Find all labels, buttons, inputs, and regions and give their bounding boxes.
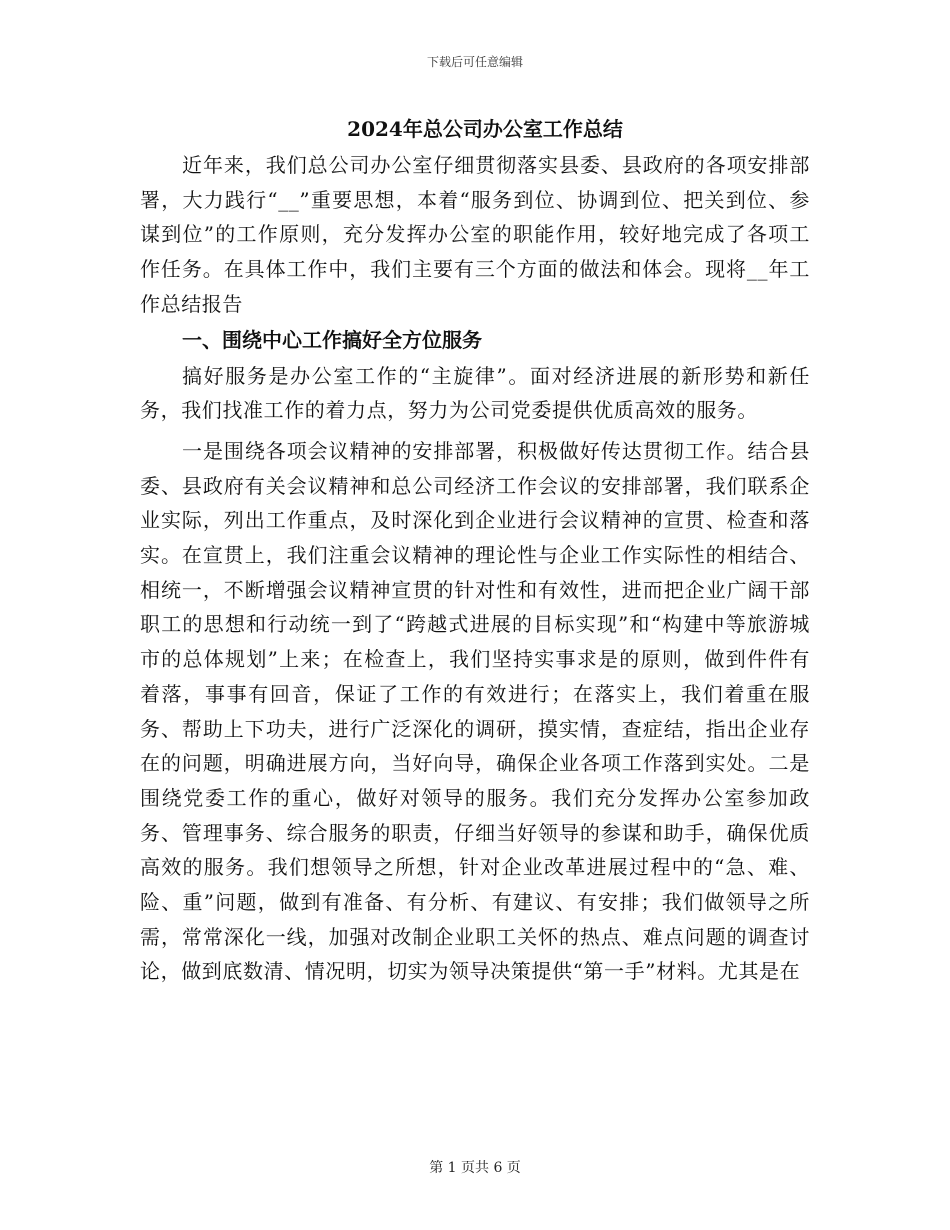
header-note: 下载后可任意编辑 [426,55,523,69]
section-1-paragraph-2: 一是围绕各项会议精神的安排部署，积极做好传达贯彻工作。结合县委、县政府有关会议精神和总公司经济工作会议的安排部署，我们联系企业实际，列出工作重点，及时深化到企业进行会议精神的宣贯、检查和落实。在宣贯上，我们注重会议精神的理论性与企业工作实际性的相结合、相统一，不断增强会议精神宣贯的针对性和有效性，进而把企业广阔干部职工的思想和行动统一到了“跨越式进展的目标实现”和“构建中等旅游城市的总体规划”上来；在检查上，我们坚持实事求是的原则，做到件件有着落，事事有回音，保证了工作的有效进行；在落实上，我们着重在服务、帮助上下功夫，进行广泛深化的调研，摸实情，查症结，指出企业存在的问题，明确进展方向，当好向导，确保企业各项工作落到实处。二是围绕党委工作的重心，做好对领导的服务。我们充分发挥办公室参加政务、管理事务、综合服务的职责，仔细当好领导的参谋和助手，确保优质高效的服务。我们想领导之所想，针对企业改革进展过程中的“急、难、险、重”问题，做到有准备、有分析、有建议、有安排；我们做领导之所需，常常深化一线，加强对改制企业职工关怀的热点、难点问题的调查讨论，做到底数清、情况明，切实为领导决策提供“第一手”材料。尤其是在 [140,438,810,984]
intro-paragraph: 近年来，我们总公司办公室仔细贯彻落实县委、县政府的各项安排部署，大力践行“__”重要思想，本着“服务到位、协调到位、把关到位、参谋到位”的工作原则，充分发挥办公室的职能作用，较好地完成了各项工作任务。在具体工作中，我们主要有三个方面的做法和体会。现将__年工作总结报告 [140,153,810,316]
page-footer: 第 1 页共 6 页 [429,1160,521,1176]
section-1-heading: 一、围绕中心工作搞好全方位服务 [182,327,482,352]
section-1-paragraph-1: 搞好服务是办公室工作的“主旋律”。面对经济进展的新形势和新任务，我们找准工作的着力点，努力为公司党委提供优质高效的服务。 [140,363,810,423]
document-body [140,110,810,989]
document-title: 2024年总公司办公室工作总结 [347,117,623,141]
